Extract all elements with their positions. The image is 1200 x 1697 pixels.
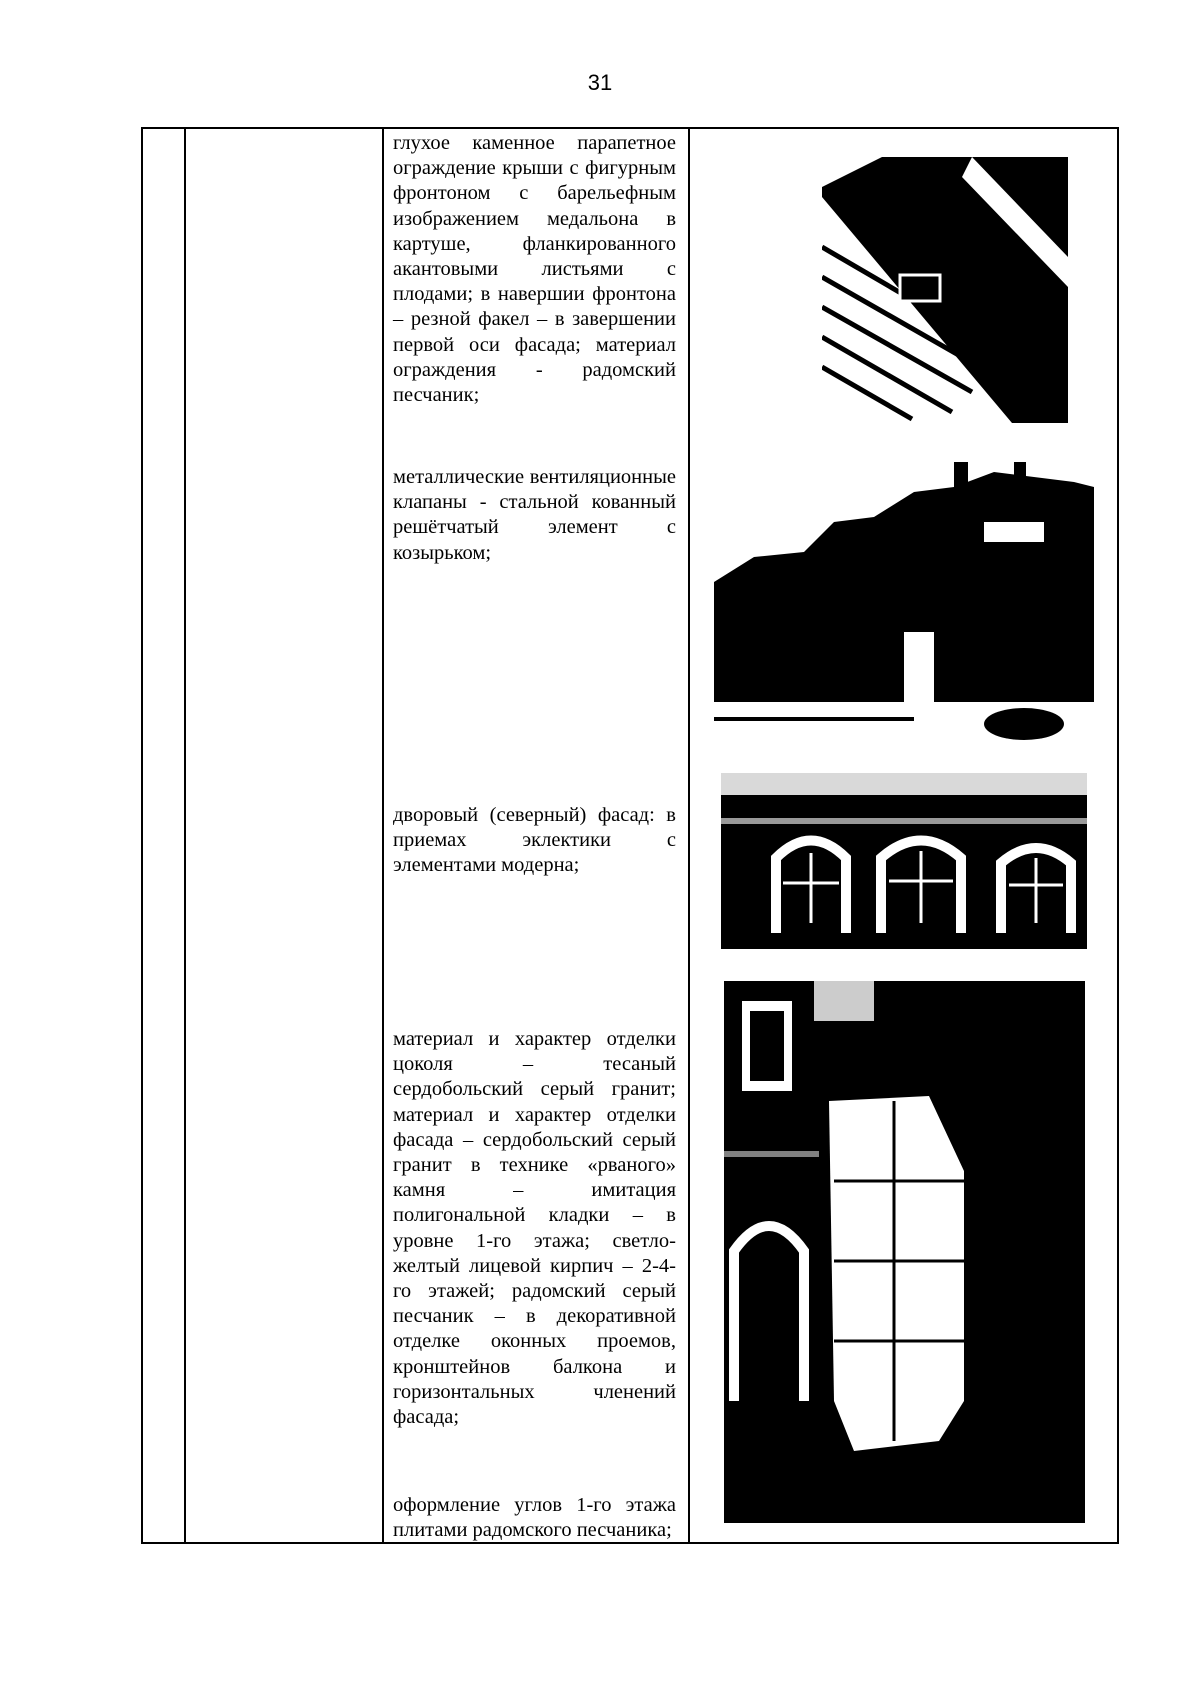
- column-divider-3: [688, 129, 690, 1542]
- description-facade-materials: материал и характер отделки цоколя – тесаный сердобольский серый гранит; материал и характер отделки фасада – сердобольский серый гранит в технике «рваного» камня – имитация полигональной кладки – в уровне 1-го этажа; светло-желтый лицевой кирпич – 2-4-го этажей; радомский серый песчаник – в декоративной отделке оконных проемов, кронштейнов балкона и горизонтальных членений фасада;: [393, 1028, 676, 1429]
- photo-parapet-image: [822, 157, 1068, 423]
- photo-courtyard-facade: [721, 773, 1087, 949]
- page-number: 31: [587, 70, 613, 95]
- photo-roof-ventilation: [714, 462, 1094, 747]
- description-courtyard-facade: дворовый (северный) фасад: в приемах эклектики с элементами модерна;: [393, 804, 676, 877]
- description-ventilation-valves: металлические вентиляционные клапаны - стальной кованный решётчатый элемент с козырьком;: [393, 466, 676, 564]
- description-parapet: глухое каменное парапетное ограждение крыши с фигурным фронтоном с барельефным изображением медальона в картуше, фланкированного акантовыми листьями с плодами; в навершии фронтона – резной факел – в завершении первой оси фасада; материал ограждения - радомский песчаник;: [393, 132, 676, 407]
- description-corner-slabs: оформление углов 1-го этажа плитами радомского песчаника;: [393, 1494, 676, 1542]
- photo-facade-materials: [724, 981, 1085, 1523]
- photo-roof-ventilation-image: [714, 462, 1094, 747]
- photo-parapet: [822, 157, 1068, 423]
- column-divider-2: [382, 129, 384, 1542]
- photo-courtyard-facade-image: [721, 773, 1087, 949]
- photo-facade-materials-image: [724, 981, 1085, 1523]
- column-divider-1: [184, 129, 186, 1542]
